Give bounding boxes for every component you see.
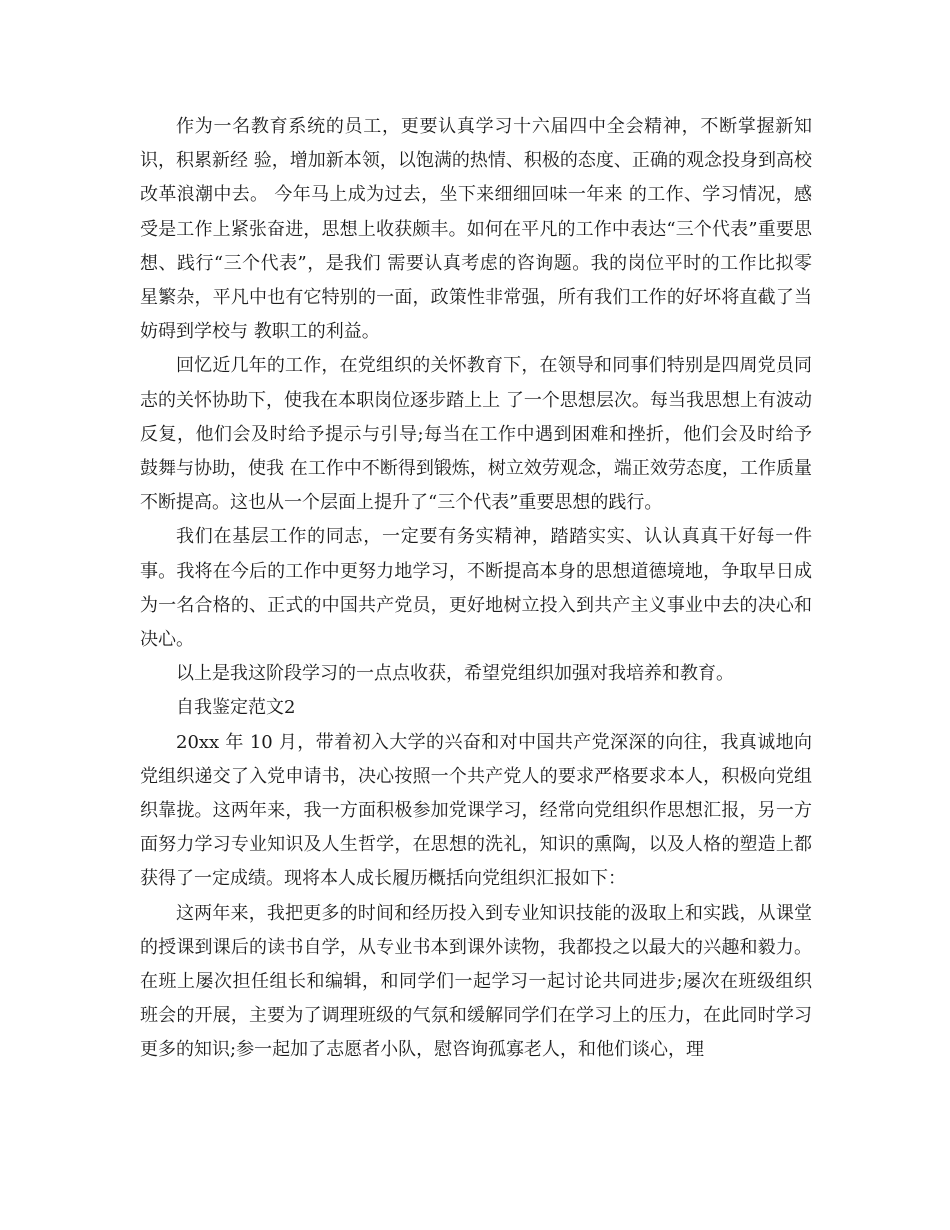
paragraph-3: 我们在基层工作的同志，一定要有务实精神，踏踏实实、认认真真干好每一件事。我将在今后的工作中更努力地学习，不断提高本身的思想道德境地，争取早日成为一名合格的、正式的中国共产党员，更好地树立投入到共产主义事业中去的决心和决心。: [140, 526, 812, 651]
paragraph-2: 回忆近几年的工作，在党组织的关怀教育下，在领导和同事们特别是四周党员同志的关怀协助下，使我在本职岗位逐步踏上上 了一个思想层次。每当我思想上有波动反复，他们会及时给予提示与引导;每当在工作中遇到困难和挫折，他们会及时给予鼓舞与协助，使我 在工作中不断得到锻炼，树立效劳观念，端正效劳态度，工作质量不断提高。这也从一个层面上提升了“三个代表”重要思想的践行。: [140, 355, 812, 514]
paragraph-6: 这两年来，我把更多的时间和经历投入到专业知识技能的汲取上和实践，从课堂的授课到课后的读书自学，从专业书本到课外读物，我都投之以最大的兴趣和毅力。在班上屡次担任组长和编辑，和同学们一起学习一起讨论共同进步;屡次在班级组织班会的开展，主要为了调理班级的气氛和缓解同学们在学习上的压力，在此同时学习更多的知识;参一起加了志愿者小队，慰咨询孤寡老人，和他们谈心，理: [140, 902, 812, 1061]
paragraph-1: 作为一名教育系统的员工，更要认真学习十六届四中全会精神，不断掌握新知识，积累新经 验，增加新本领，以饱满的热情、积极的态度、正确的观念投身到高校改革浪潮中去。 今年马上成为过去，坐下来细细回味一年来 的工作、学习情况，感受是工作上紧张奋进，思想上收获颇丰。如何在平凡的工作中表达“三个代表”重要思想、践行“三个代表”，是我们 需要认真考虑的咨询题。我的岗位平时的工作比拟零星繁杂，平凡中也有它特别的一面，政策性非常强，所有我们工作的好坏将直截了当妨碍到学校与 教职工的利益。: [140, 116, 812, 343]
paragraph-4: 以上是我这阶段学习的一点点收获，希望党组织加强对我培养和教育。: [176, 663, 734, 685]
section-heading: 自我鉴定范文2: [176, 697, 296, 719]
document-body: [140, 110, 812, 1068]
paragraph-5: 20xx 年 10 月，带着初入大学的兴奋和对中国共产党深深的向往，我真诚地向党组织递交了入党申请书，决心按照一个共产党人的要求严格要求本人，积极向党组织靠拢。这两年来，我一方面积极参加党课学习，经常向党组织作思想汇报，另一方面努力学习专业知识及人生哲学，在思想的洗礼，知识的熏陶，以及人格的塑造上都获得了一定成绩。现将本人成长履历概括向党组织汇报如下：: [140, 731, 812, 890]
